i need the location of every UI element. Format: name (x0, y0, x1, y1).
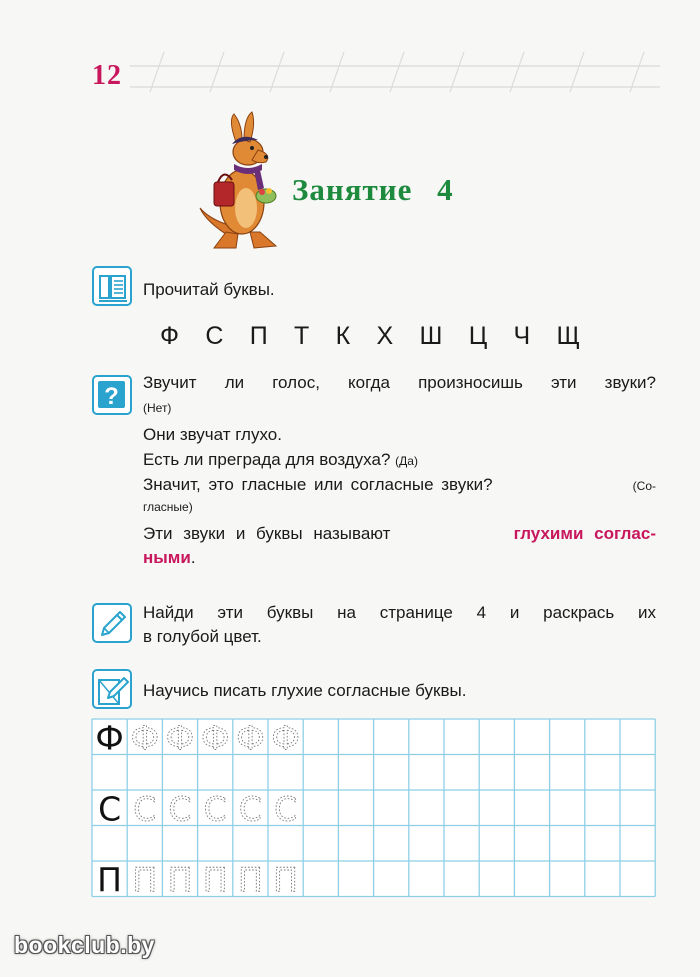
question-line-1: Звучит ли голос, когда произносишь эти звуки? (143, 373, 656, 392)
trace-letter: Ф (271, 718, 300, 758)
question-4-text: Значит, это гласные или согласные звуки? (143, 475, 493, 494)
answer-4-part-2: гласные) (143, 500, 193, 514)
question-3-text: Есть ли преграда для воздуха? (143, 450, 391, 469)
letter-shch: Щ (556, 322, 580, 350)
letter-ts: Ц (468, 322, 488, 350)
color-task-line-1: Найди эти буквы на странице 4 и раскрась их (143, 603, 656, 622)
letter-k: К (335, 322, 351, 350)
question-icon (92, 375, 132, 415)
statement-period: . (190, 548, 196, 567)
write-task-text: Научись писать глухие согласные буквы. (143, 681, 467, 700)
trace-letter: П (202, 860, 228, 900)
answer-3: (Да) (395, 454, 418, 468)
kangaroo-mascot-illustration (192, 110, 282, 255)
question-line-3 (143, 449, 418, 472)
letter-p: П (249, 322, 268, 350)
page-number: 12 (92, 60, 122, 91)
letters-row (160, 322, 580, 351)
statement-line-6 (143, 547, 196, 569)
svg-text:?: ? (104, 383, 119, 410)
letter-f: Ф (160, 322, 180, 350)
model-letter: П (97, 860, 123, 900)
letter-s: С (205, 322, 224, 350)
trace-letter: С (274, 789, 298, 829)
model-letter: С (98, 789, 122, 829)
letter-sh: Ш (419, 322, 443, 350)
trace-letter: П (132, 860, 158, 900)
lesson-title: Занятие 4 (292, 172, 454, 207)
read-task-text: Прочитай буквы. (143, 280, 275, 299)
trace-letter: С (168, 789, 192, 829)
trace-letter: С (133, 789, 157, 829)
trace-letter: Ф (200, 718, 230, 758)
model-letter: Ф (95, 718, 124, 758)
trace-letter: П (273, 860, 299, 900)
answer-4-part-1: (Со- (632, 479, 656, 493)
trace-letter: Ф (236, 718, 265, 758)
highlight-term-part-1: глухими соглас- (513, 524, 656, 543)
trace-letter: Ф (130, 718, 160, 758)
writing-icon (92, 669, 132, 709)
trace-letter: П (237, 860, 263, 900)
question-line-2: Они звучат глухо. (143, 425, 282, 444)
watermark: bookclub.by (14, 932, 155, 958)
letter-t: Т (293, 322, 310, 350)
trace-letter: Ф (165, 718, 195, 758)
header-ruled-lines (0, 0, 700, 110)
book-icon (92, 266, 132, 306)
pencil-icon (92, 603, 132, 643)
letter-kh: Х (376, 322, 394, 350)
writing-practice-grid (91, 718, 656, 903)
color-task-line-2: в голубой цвет. (143, 627, 262, 646)
trace-letter: П (167, 860, 193, 900)
highlight-term-part-2: ными (143, 548, 191, 567)
statement-line-5 (143, 523, 656, 545)
statement-5-text: Эти звуки и буквы называют (143, 524, 391, 543)
answer-1: (Нет) (143, 401, 172, 415)
trace-letter: С (238, 789, 262, 829)
question-line-4 (143, 474, 656, 497)
trace-letter: С (203, 789, 227, 829)
letter-ch: Ч (513, 322, 531, 350)
